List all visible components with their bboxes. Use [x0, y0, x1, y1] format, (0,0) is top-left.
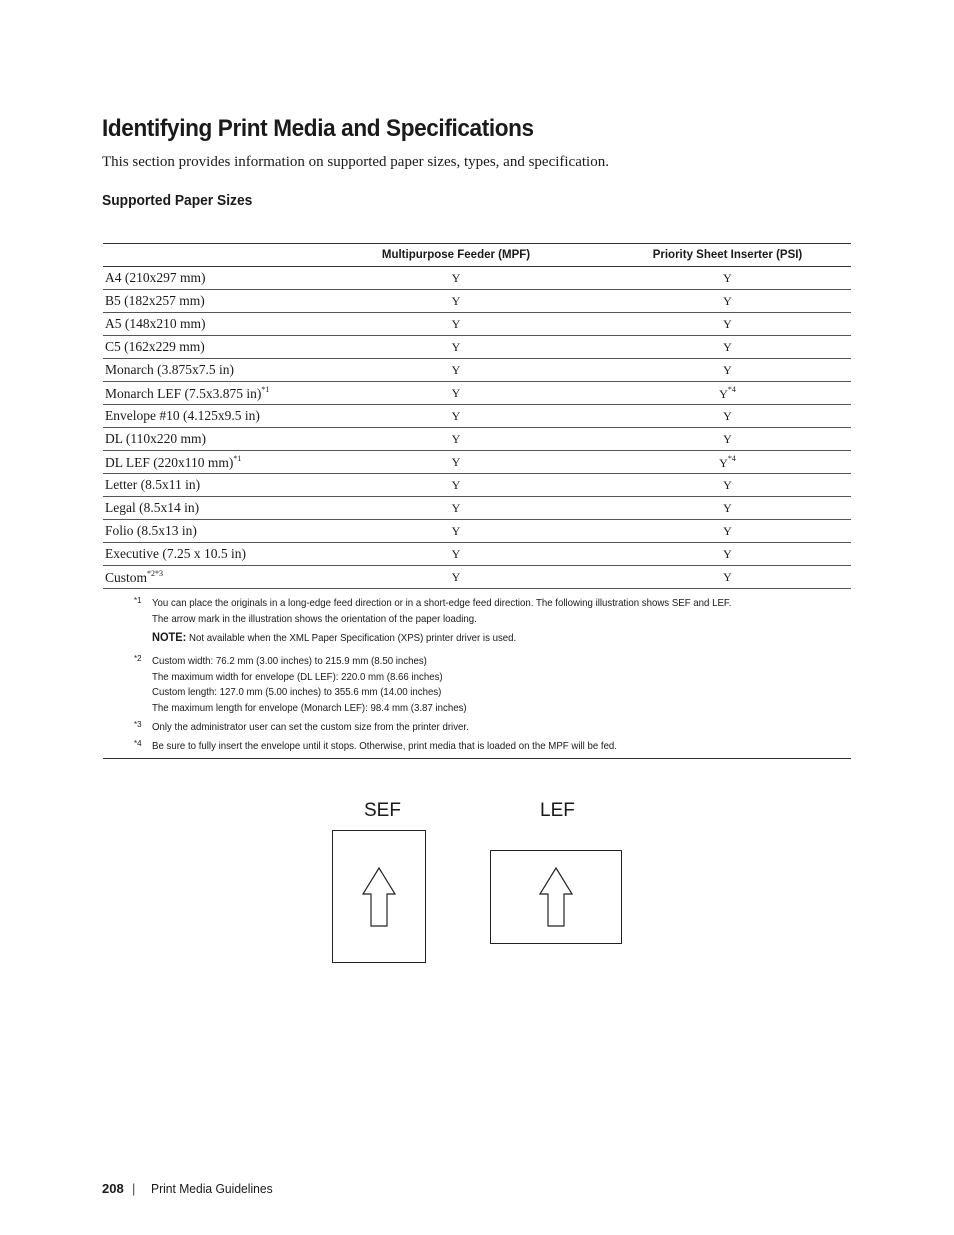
mpf-support-cell: Y [451, 385, 461, 400]
footnote-1-line-2: The arrow mark in the illustration shows the orientation of the paper loading. [152, 612, 477, 625]
paper-sizes-table [103, 243, 851, 589]
footer-section-title: Print Media Guidelines [151, 1181, 273, 1196]
paper-size-label: Monarch (3.875x7.5 in) [105, 362, 234, 377]
paper-size-cell [103, 405, 308, 428]
header-mpf: Multipurpose Feeder (MPF) [381, 249, 531, 261]
paper-size-cell [103, 566, 308, 589]
psi-support-cell [604, 336, 851, 359]
table-row [103, 267, 851, 290]
footnote-2-line-2: The maximum width for envelope (DL LEF): 220.0 mm (8.66 inches) [152, 670, 443, 683]
mpf-support-cell: Y [451, 270, 461, 285]
table-row [103, 543, 851, 566]
mpf-support-cell: Y [451, 500, 461, 515]
table-row [103, 382, 851, 405]
page-number: 208 [102, 1181, 124, 1196]
mpf-support-cell: Y [451, 569, 461, 584]
table-row [103, 313, 851, 336]
footnote-2-line-4: The maximum length for envelope (Monarch LEF): 98.4 mm (3.87 inches) [152, 701, 467, 714]
paper-size-label: C5 (162x229 mm) [105, 339, 205, 354]
paper-size-cell [103, 336, 308, 359]
footnote-ref: *1 [233, 453, 242, 463]
psi-support-cell [604, 566, 851, 589]
paper-size-cell [103, 497, 308, 520]
paper-size-cell [103, 313, 308, 336]
table-row [103, 566, 851, 589]
psi-support-value: Y [723, 500, 732, 515]
psi-support-cell [604, 359, 851, 382]
footnote-ref: *4 [727, 384, 736, 394]
mpf-support-cell: Y [451, 362, 461, 377]
footnote-3-text: Only the administrator user can set the custom size from the printer driver. [152, 721, 469, 733]
paper-size-label: Legal (8.5x14 in) [105, 500, 200, 515]
footnote-ref: *2*3 [147, 568, 164, 578]
mpf-support-cell: Y [451, 546, 461, 561]
table-row [103, 451, 851, 474]
psi-support-value: Y [723, 408, 732, 423]
paper-size-label: Folio (8.5x13 in) [105, 523, 197, 538]
mpf-support-cell: Y [451, 454, 461, 469]
paper-size-cell [103, 428, 308, 451]
lef-label: LEF [540, 800, 575, 821]
footnotes [103, 596, 851, 759]
sef-paper [332, 830, 426, 963]
footnote-mark: *1 [134, 596, 142, 605]
psi-support-value: Y [723, 339, 732, 354]
psi-support-value: Y [723, 270, 732, 285]
footnote-ref: *1 [261, 384, 270, 394]
psi-support-cell [604, 451, 851, 474]
footnote-ref: *4 [727, 453, 736, 463]
psi-support-value: Y [719, 386, 728, 401]
footnote-1-line-1: You can place the originals in a long-edge feed direction or in a short-edge feed direction. The following illustration shows SEF and LEF. [152, 597, 732, 609]
sef-label: SEF [364, 800, 401, 821]
mpf-support-cell: Y [451, 408, 461, 423]
lef-paper [490, 850, 622, 944]
footnote-2-line-3: Custom length: 127.0 mm (5.00 inches) to 355.6 mm (14.00 inches) [152, 686, 442, 698]
paper-size-label: DL (110x220 mm) [105, 431, 206, 446]
psi-support-cell [604, 543, 851, 566]
paper-size-label: DL LEF (220x110 mm) [105, 454, 234, 470]
psi-support-value: Y [723, 293, 732, 308]
up-arrow-icon [362, 867, 396, 927]
intro-paragraph: This section provides information on supported paper sizes, types, and specification. [102, 154, 609, 170]
footnote-2-line-1: Custom width: 76.2 mm (3.00 inches) to 215.9 mm (8.50 inches) [152, 655, 427, 667]
paper-sizes-table-container [103, 243, 851, 589]
psi-support-value: Y [723, 546, 732, 561]
footnote-1-note [152, 630, 787, 647]
mpf-support-cell: Y [451, 316, 461, 331]
paper-size-cell [103, 474, 308, 497]
table-row [103, 405, 851, 428]
table-body [103, 267, 851, 589]
up-arrow-icon [539, 867, 573, 927]
paper-size-label: Custom [105, 569, 148, 585]
footer-separator: | [132, 1181, 136, 1196]
table-row [103, 336, 851, 359]
paper-size-label: Monarch LEF (7.5x3.875 in) [105, 385, 262, 401]
footnote-mark: *3 [134, 720, 142, 729]
table-row [103, 520, 851, 543]
paper-size-cell [103, 267, 308, 290]
paper-size-cell [103, 359, 308, 382]
table-row [103, 474, 851, 497]
paper-size-cell [103, 290, 308, 313]
footnote-mark: *2 [134, 654, 142, 663]
paper-size-label: B5 (182x257 mm) [105, 293, 205, 308]
psi-support-cell [604, 313, 851, 336]
table-row [103, 497, 851, 520]
mpf-support-cell: Y [451, 339, 461, 354]
table-row [103, 359, 851, 382]
psi-support-value: Y [723, 523, 732, 538]
psi-support-value: Y [719, 455, 728, 470]
header-psi: Priority Sheet Inserter (PSI) [652, 249, 803, 261]
note-text: Not available when the XML Paper Specification (XPS) printer driver is used. [189, 632, 517, 644]
psi-support-value: Y [723, 362, 732, 377]
paper-size-label: Executive (7.25 x 10.5 in) [105, 546, 246, 561]
section-heading: Supported Paper Sizes [102, 192, 253, 209]
paper-size-label: A5 (148x210 mm) [105, 316, 206, 331]
mpf-support-cell: Y [451, 523, 461, 538]
paper-size-label: A4 (210x297 mm) [105, 270, 206, 285]
psi-support-cell [604, 405, 851, 428]
note-label: NOTE: [152, 630, 187, 644]
psi-support-cell [604, 290, 851, 313]
table-row [103, 290, 851, 313]
psi-support-cell [604, 267, 851, 290]
psi-support-value: Y [723, 316, 732, 331]
mpf-support-cell: Y [451, 293, 461, 308]
paper-size-cell [103, 520, 308, 543]
psi-support-cell [604, 520, 851, 543]
paper-size-label: Envelope #10 (4.125x9.5 in) [105, 408, 260, 423]
mpf-support-cell: Y [451, 431, 461, 446]
paper-size-cell [103, 382, 308, 405]
paper-size-cell [103, 543, 308, 566]
paper-size-cell [103, 451, 308, 474]
psi-support-value: Y [723, 431, 732, 446]
table-row [103, 428, 851, 451]
header-size [103, 244, 308, 267]
footnote-mark: *4 [134, 739, 142, 748]
psi-support-value: Y [723, 477, 732, 492]
psi-support-cell [604, 497, 851, 520]
psi-support-value: Y [723, 569, 732, 584]
mpf-support-cell: Y [451, 477, 461, 492]
psi-support-cell [604, 382, 851, 405]
psi-support-cell [604, 474, 851, 497]
paper-size-label: Letter (8.5x11 in) [105, 477, 201, 492]
psi-support-cell [604, 428, 851, 451]
footnote-4-text: Be sure to fully insert the envelope until it stops. Otherwise, print media that is loaded on the MPF will be fed. [152, 740, 618, 752]
page-title: Identifying Print Media and Specifications [102, 115, 534, 142]
table-header-row [103, 244, 851, 267]
